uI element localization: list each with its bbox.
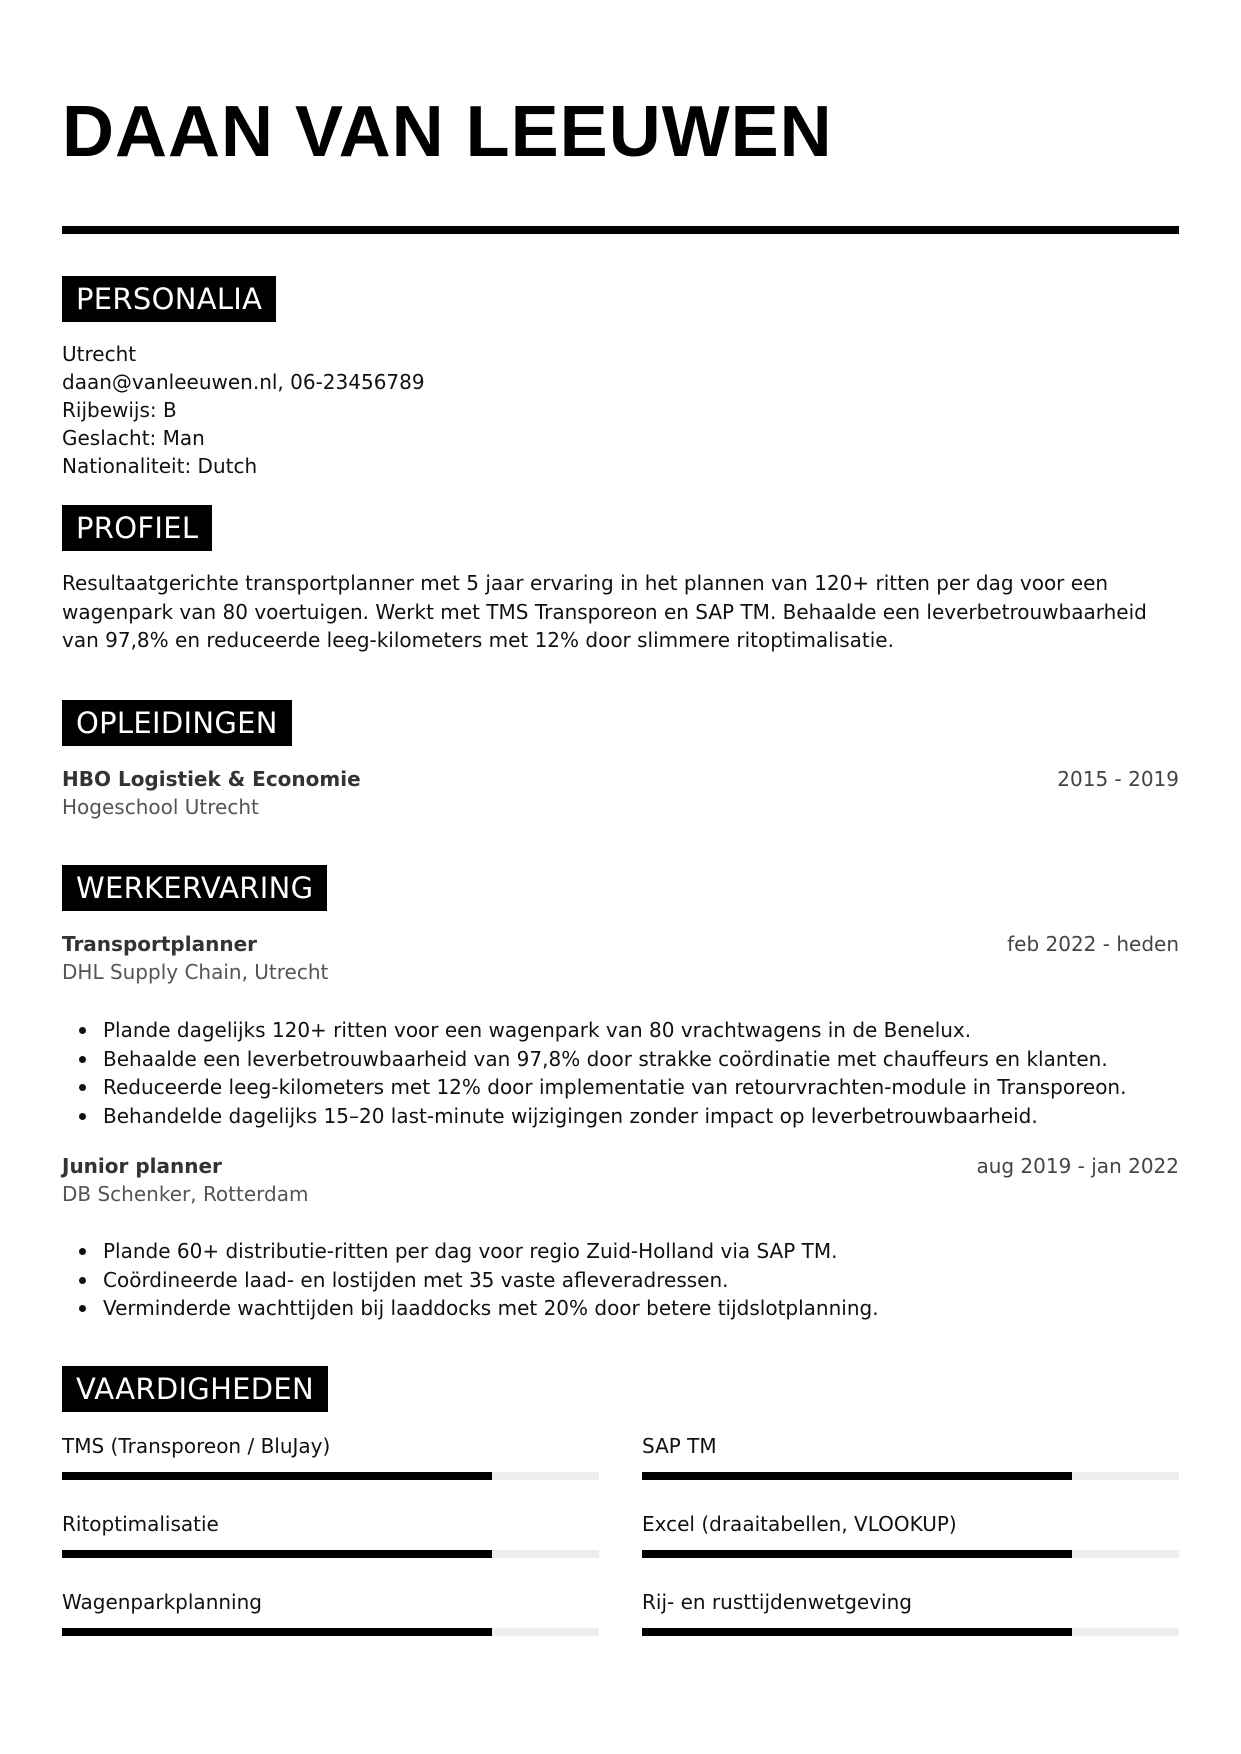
job-bullets bbox=[62, 1016, 1126, 1130]
list-item: Behandelde dagelijks 15–20 last-minute wijzigingen zonder impact op leverbetrouwbaarheid. bbox=[62, 1102, 1126, 1131]
personal-city: Utrecht bbox=[62, 342, 137, 366]
skill-bar-track bbox=[642, 1472, 1179, 1480]
list-item: Reduceerde leeg-kilometers met 12% door implementatie van retourvrachten-module in Transporeon. bbox=[62, 1073, 1126, 1102]
skill-bar-track bbox=[62, 1472, 599, 1480]
job-period: aug 2019 - jan 2022 bbox=[976, 1154, 1179, 1178]
skill-label: Wagenparkplanning bbox=[62, 1590, 262, 1614]
skill-bar-track bbox=[642, 1550, 1179, 1558]
skill-bar-track bbox=[62, 1550, 599, 1558]
job-title: Junior planner bbox=[62, 1154, 222, 1178]
candidate-name: DAAN VAN LEEUWEN bbox=[62, 92, 833, 172]
skill-bar-track bbox=[62, 1628, 599, 1636]
section-heading-opleidingen: OPLEIDINGEN bbox=[62, 700, 292, 746]
skill-bar-fill bbox=[62, 1550, 492, 1558]
education-period: 2015 - 2019 bbox=[1057, 767, 1179, 791]
profile-text-line: wagenpark van 80 voertuigen. Werkt met TMS Transporeon en SAP TM. Behaalde een leverbetrouwbaarheid bbox=[62, 600, 1147, 624]
list-item: Coördineerde laad- en lostijden met 35 vaste afleveradressen. bbox=[62, 1266, 879, 1295]
skill-bar-fill bbox=[642, 1628, 1072, 1636]
list-item: Plande 60+ distributie-ritten per dag voor regio Zuid-Holland via SAP TM. bbox=[62, 1237, 879, 1266]
list-item: Verminderde wachttijden bij laaddocks met 20% door betere tijdslotplanning. bbox=[62, 1294, 879, 1323]
personal-contact: daan@vanleeuwen.nl, 06-23456789 bbox=[62, 370, 425, 394]
profile-text-line: Resultaatgerichte transportplanner met 5 jaar ervaring in het plannen van 120+ ritten per dag voor een bbox=[62, 571, 1109, 595]
profile-text-line: van 97,8% en reduceerde leeg-kilometers met 12% door slimmere ritoptimalisatie. bbox=[62, 628, 894, 652]
skill-label: SAP TM bbox=[642, 1434, 717, 1458]
education-school: Hogeschool Utrecht bbox=[62, 795, 259, 819]
skill-bar-track bbox=[642, 1628, 1179, 1636]
list-item: Plande dagelijks 120+ ritten voor een wagenpark van 80 vrachtwagens in de Benelux. bbox=[62, 1016, 1126, 1045]
header-divider bbox=[62, 226, 1179, 234]
job-bullets bbox=[62, 1237, 879, 1323]
education-title: HBO Logistiek & Economie bbox=[62, 767, 361, 791]
skill-bar-fill bbox=[642, 1472, 1072, 1480]
personal-nationality: Nationaliteit: Dutch bbox=[62, 454, 258, 478]
skill-bar-fill bbox=[642, 1550, 1072, 1558]
skill-label: Excel (draaitabellen, VLOOKUP) bbox=[642, 1512, 957, 1536]
skill-bar-fill bbox=[62, 1472, 492, 1480]
section-heading-vaardigheden: VAARDIGHEDEN bbox=[62, 1366, 328, 1412]
job-title: Transportplanner bbox=[62, 932, 257, 956]
skill-label: Rij- en rusttijdenwetgeving bbox=[642, 1590, 912, 1614]
personal-license: Rijbewijs: B bbox=[62, 398, 177, 422]
personal-gender: Geslacht: Man bbox=[62, 426, 205, 450]
job-company: DHL Supply Chain, Utrecht bbox=[62, 960, 329, 984]
skill-bar-fill bbox=[62, 1628, 492, 1636]
skill-label: Ritoptimalisatie bbox=[62, 1512, 219, 1536]
section-heading-personalia: PERSONALIA bbox=[62, 276, 276, 322]
section-heading-werkervaring: WERKERVARING bbox=[62, 865, 327, 911]
skill-label: TMS (Transporeon / BluJay) bbox=[62, 1434, 331, 1458]
job-company: DB Schenker, Rotterdam bbox=[62, 1182, 309, 1206]
section-heading-profiel: PROFIEL bbox=[62, 505, 212, 551]
list-item: Behaalde een leverbetrouwbaarheid van 97,8% door strakke coördinatie met chauffeurs en klanten. bbox=[62, 1045, 1126, 1074]
job-period: feb 2022 - heden bbox=[1007, 932, 1179, 956]
